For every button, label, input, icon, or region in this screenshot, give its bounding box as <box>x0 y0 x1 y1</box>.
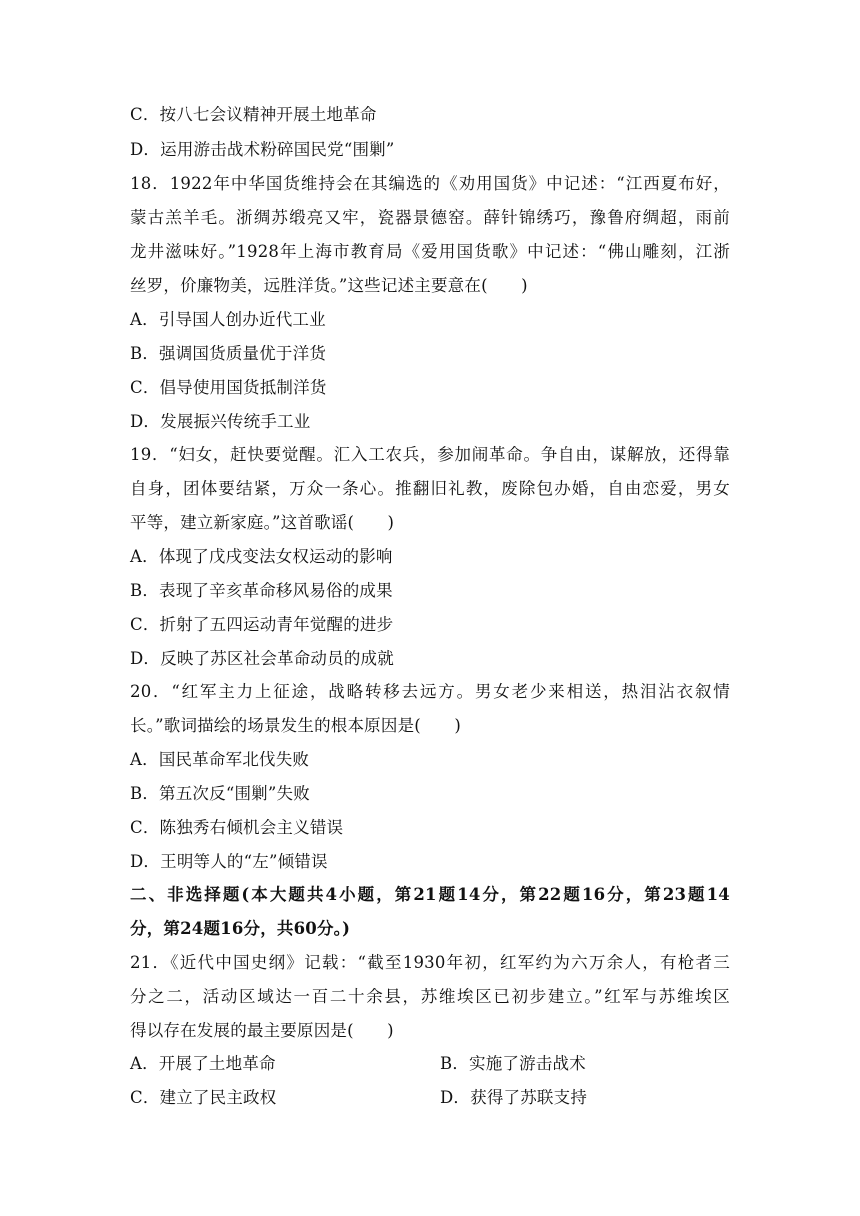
q20-option-d: D．王明等人的“左”倾错误 <box>130 852 328 871</box>
q18-option-b: B．强调国货质量优于洋货 <box>130 344 327 363</box>
q20-option-a: A．国民革命军北伐失败 <box>130 750 310 769</box>
q19-option-a: A．体现了戊戌变法女权运动的影响 <box>130 547 393 566</box>
q19-stem-line-3: 平等，建立新家庭。”这首歌谣( ) <box>130 513 395 532</box>
q18-stem-line-1: 18．1922年中华国货维持会在其编选的《劝用国货》中记述：“江西夏布好， <box>130 174 730 193</box>
q21-stem-line-3: 得以存在发展的最主要原因是( ) <box>130 1021 394 1040</box>
q19-option-c: C．折射了五四运动青年觉醒的进步 <box>130 615 394 634</box>
q19-option-b: B．表现了辛亥革命移风易俗的成果 <box>130 581 393 600</box>
q21-stem-line-2: 分之二，活动区域达一百二十余县，苏维埃区已初步建立。”红军与苏维埃区 <box>130 987 730 1006</box>
q21-stem-line-1: 21．《近代中国史纲》记载：“截至1930年初，红军约为六万余人，有枪者三 <box>130 953 730 972</box>
q21-option-b: B．实施了游击战术 <box>440 1054 586 1073</box>
q19-stem-line-2: 自身，团体要结紧，万众一条心。推翻旧礼教，废除包办婚，自由恋爱，男女 <box>130 479 730 498</box>
section-heading-line-1: 二、非选择题(本大题共4小题，第21题14分，第22题16分，第23题14 <box>130 885 730 904</box>
q20-stem-line-2: 长。”歌词描绘的场景发生的根本原因是( ) <box>130 716 461 735</box>
q18-option-a: A．引导国人创办近代工业 <box>130 310 326 329</box>
q20-stem-line-1: 20．“红军主力上征途，战略转移去远方。男女老少来相送，热泪沾衣叙情 <box>130 682 730 701</box>
q18-option-d: D．发展振兴传统手工业 <box>130 412 311 431</box>
q18-stem-line-2: 蒙古羔羊毛。浙绸苏缎亮又牢，瓷器景德窑。薛针锦绣巧，豫鲁府绸超，雨前 <box>130 208 730 227</box>
q21-option-c: C．建立了民主政权 <box>130 1088 277 1107</box>
q17-option-c: C．按八七会议精神开展土地革命 <box>130 105 377 124</box>
q19-stem-line-1: 19．“妇女，赶快要觉醒。汇入工农兵，参加闹革命。争自由，谋解放，还得靠 <box>130 445 730 464</box>
q21-option-a: A．开展了土地革命 <box>130 1054 276 1073</box>
q21-option-d: D．获得了苏联支持 <box>440 1088 588 1107</box>
q17-option-d: D．运用游击战术粉碎国民党“围剿” <box>130 140 395 159</box>
q20-option-c: C．陈独秀右倾机会主义错误 <box>130 818 344 837</box>
q19-option-d: D．反映了苏区社会革命动员的成就 <box>130 649 394 668</box>
q18-stem-line-4: 丝罗，价廉物美，远胜洋货。”这些记述主要意在( ) <box>130 276 528 295</box>
q18-stem-line-3: 龙井滋味好。”1928年上海市教育局《爱用国货歌》中记述：“佛山雕刻，江浙 <box>130 242 730 261</box>
q20-option-b: B．第五次反“围剿”失败 <box>130 784 310 803</box>
section-heading-line-2: 分，第24题16分，共60分。) <box>130 919 351 938</box>
q18-option-c: C．倡导使用国货抵制洋货 <box>130 378 327 397</box>
